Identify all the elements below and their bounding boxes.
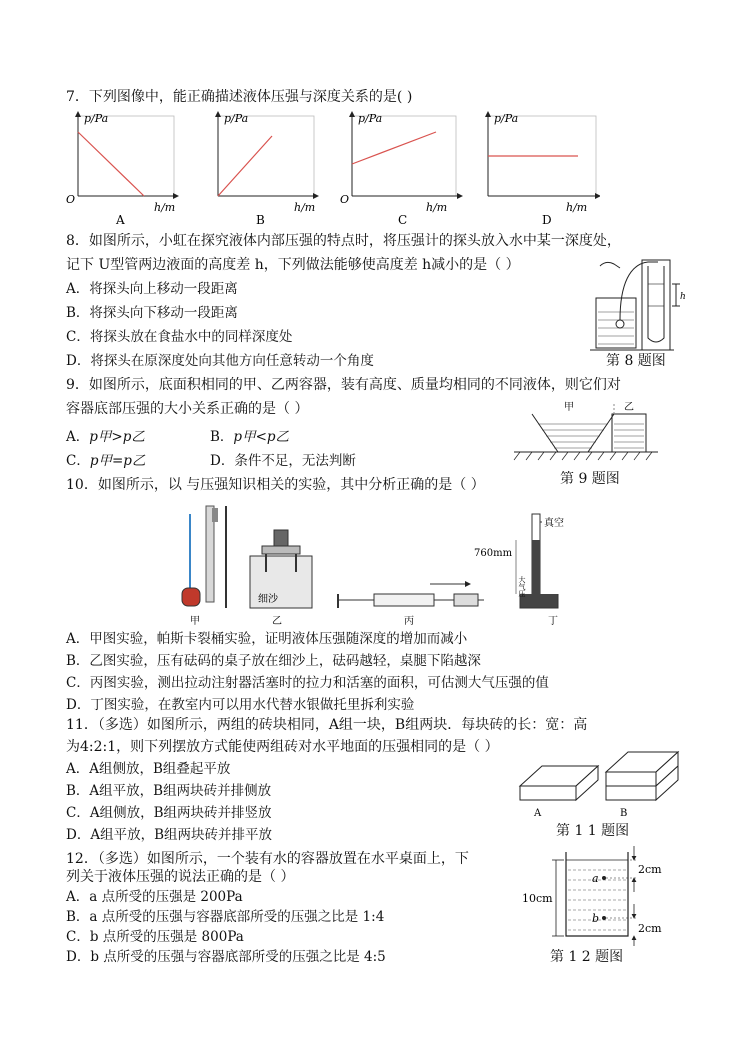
q7-ylabel-c: p/Pa — [358, 112, 383, 125]
q8-option-a: A．将探头向上移动一段距离 — [66, 281, 238, 297]
q10-stem: 10．如图所示，以 与压强知识相关的实验，其中分析正确的是（ ） — [66, 477, 485, 493]
q9-option-b: B．p甲<p乙 — [210, 429, 290, 445]
q12-option-b: B．a 点所受的压强与容器底部所受的压强之比是 1:4 — [66, 909, 385, 925]
q7-graph-d — [488, 112, 600, 227]
q11-line2: 为4:2:1，则下列摆放方式能使两组砖对水平地面的压强相同的是（ ） — [66, 739, 499, 755]
q10-fig-height: 760mm — [474, 548, 513, 559]
q7-ylabel-d: p/Pa — [494, 112, 519, 125]
q7-origin-c: O — [340, 193, 350, 206]
q7-stem: 7．下列图像中，能正确描述液体压强与深度关系的是( ) — [66, 89, 413, 105]
q7-ylabel-a: p/Pa — [84, 112, 109, 125]
q9-line1: 9．如图所示，底面积相同的甲、乙两容器，装有高度、质量均相同的不同液体，则它们对 — [66, 377, 621, 393]
q7-graphs — [60, 108, 600, 230]
q8-option-b: B．将探头向下移动一段距离 — [66, 305, 238, 321]
q7-graph-a — [66, 112, 178, 227]
q9-option-d: D．条件不足，无法判断 — [210, 453, 356, 469]
q10-option-c: C．丙图实验，测出拉动注射器活塞时的拉力和活塞的面积，可估测大气压强的值 — [66, 675, 549, 691]
q7-xlabel-d: h/m — [566, 201, 588, 214]
q10-label-yi: 乙 — [272, 616, 282, 627]
q10-fig-sand: 细沙 — [258, 594, 278, 605]
q10-fig-yi — [250, 530, 312, 627]
q8-line2: 记下 U型管两边液面的高度差 h，下列做法能够使高度差 h减小的是（ ） — [66, 257, 520, 273]
q10-fig-jia — [182, 506, 226, 627]
q7-line-a — [78, 132, 144, 196]
q12-dim-top: 2cm — [638, 863, 662, 876]
q10-fig-vacuum: 真空 — [544, 518, 564, 529]
q10-option-a: A．甲图实验，帕斯卡裂桶实验，证明液体压强随深度的增加而减小 — [66, 631, 468, 647]
q11-caption: 第 1 1 题图 — [556, 823, 630, 839]
q9-label-yi: 乙 — [624, 402, 634, 413]
q9-option-c: C．p甲=p乙 — [66, 453, 146, 469]
q7-xlabel-a: h/m — [154, 201, 176, 214]
q7-graph-c — [340, 112, 462, 227]
q12-option-a: A．a 点所受的压强是 200Pa — [66, 889, 243, 905]
q12-dim-total: 10cm — [522, 892, 553, 905]
q12-line1: 12．（多选）如图所示，一个装有水的容器放置在水平桌面上，下 — [66, 851, 469, 867]
q11-option-a: A．A组侧放，B组叠起平放 — [66, 761, 231, 777]
q7-origin-a: O — [66, 193, 76, 206]
q8-figure — [590, 254, 700, 358]
q12-caption: 第 1 2 题图 — [550, 949, 624, 965]
q9-caption: 第 9 题图 — [560, 471, 620, 487]
q8-caption: 第 8 题图 — [606, 353, 666, 369]
q7-label-b: B — [256, 213, 265, 227]
q11-label-a: A — [534, 808, 542, 819]
q7-label-d: D — [542, 213, 552, 227]
q10-figure — [168, 500, 568, 628]
q12-line2: 列关于液体压强的说法正确的是（ ） — [66, 869, 295, 885]
q10-label-jia: 甲 — [190, 616, 200, 627]
q7-line-b — [218, 136, 272, 196]
q7-label-c: C — [398, 213, 408, 227]
q11-option-b: B．A组平放，B组两块砖并排侧放 — [66, 783, 272, 799]
q12-point-b: b — [592, 912, 600, 925]
q10-label-ding: 丁 — [548, 616, 558, 627]
q8-option-c: C．将探头放在食盐水中的同样深度处 — [66, 329, 293, 345]
q12-option-c: C．b 点所受的压强是 800Pa — [66, 929, 244, 945]
q7-xlabel-b: h/m — [294, 201, 316, 214]
q11-label-b: B — [620, 808, 628, 819]
q7-xlabel-c: h/m — [426, 201, 448, 214]
q7-line-c — [352, 132, 436, 164]
q7-graph-b — [218, 112, 318, 227]
q10-fig-atm: 大气压 — [518, 576, 526, 597]
q10-fig-bing — [338, 584, 484, 627]
q11-figure — [514, 748, 684, 822]
q8-line1: 8．如图所示，小虹在探究液体内部压强的特点时，将压强计的探头放入水中某一深度处， — [66, 233, 621, 249]
q12-figure — [520, 842, 680, 946]
q11-option-d: D．A组平放，B组两块砖并排平放 — [66, 827, 272, 843]
q11-option-c: C．A组侧放，B组两块砖并排竖放 — [66, 805, 272, 821]
q12-option-d: D．b 点所受的压强与容器底部所受的压强之比是 4:5 — [66, 949, 386, 965]
q9-option-a: A．p甲>p乙 — [66, 429, 145, 445]
q8-option-d: D．将探头在原深度处向其他方向任意转动一个角度 — [66, 353, 374, 369]
q10-option-b: B．乙图实验，压有砝码的桌子放在细沙上，砝码越轻，桌腿下陷越深 — [66, 653, 481, 669]
q11-brick-a — [520, 766, 598, 819]
q11-line1: 11．（多选）如图所示，两组的砖块相同，A组一块，B组两块．每块砖的长：宽：高 — [66, 717, 588, 733]
q10-option-d: D．丁图实验，在教室内可以用水代替水银做托里拆利实验 — [66, 697, 415, 713]
q10-fig-ding — [474, 514, 564, 627]
q9-line2: 容器底部压强的大小关系正确的是（ ） — [66, 401, 309, 417]
q9-label-jia: 甲 — [564, 402, 574, 413]
q12-point-a: a — [592, 872, 599, 885]
q7-ylabel-b: p/Pa — [224, 112, 249, 125]
q7-label-a: A — [116, 213, 125, 227]
q10-label-bing: 丙 — [404, 616, 414, 627]
q8-fig-h: h — [680, 292, 686, 302]
q12-dim-bottom: 2cm — [638, 922, 662, 935]
q11-brick-b — [606, 752, 678, 819]
q9-figure — [512, 400, 662, 466]
